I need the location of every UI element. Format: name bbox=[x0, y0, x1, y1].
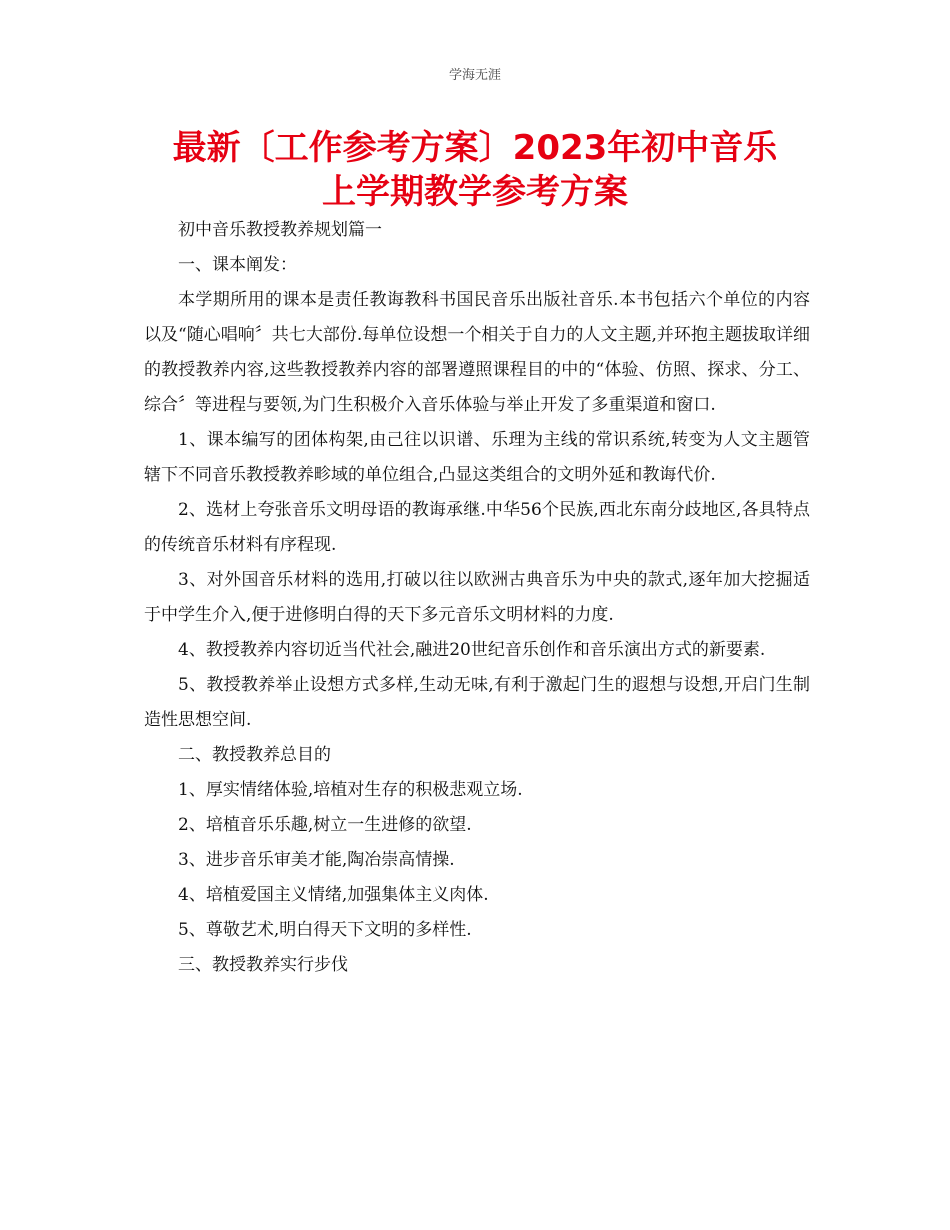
paragraph-intro: 本学期所用的课本是责任教诲教科书国民音乐出版社音乐.本书包括六个单位的内容以及“随心唱响〞共七大部份.每单位设想一个相关于自力的人文主题,并环抱主题拔取详细的教授教养内容,这些教授教养内容的部署遵照课程目的中的“体验、仿照、探求、分工、综合〞等进程与要领,为门生积极介入音乐体验与举止开发了多重渠道和窗口. bbox=[144, 290, 810, 415]
goal-item-2: 2、培植音乐乐趣,树立一生进修的欲望. bbox=[178, 815, 472, 835]
document-title bbox=[100, 126, 850, 214]
paragraph-point-1: 1、课本编写的团体构架,由己往以识谱、乐理为主线的常识系统,转变为人文主题管辖下不同音乐教授教养畛域的单位组合,凸显这类组合的文明外延和教诲代价. bbox=[144, 430, 810, 485]
title-line-1: 最新〔工作参考方案〕2023年初中音乐 bbox=[172, 128, 778, 168]
goal-item-3: 3、进步音乐审美才能,陶冶崇高情操. bbox=[178, 850, 455, 870]
goal-item-1: 1、厚实情绪体验,培植对生存的积极悲观立场. bbox=[178, 780, 523, 800]
paragraph-point-3: 3、对外国音乐材料的选用,打破以往以欧洲古典音乐为中央的款式,逐年加大挖掘适于中学生介入,便于进修明白得的天下多元音乐文明材料的力度. bbox=[144, 570, 810, 625]
goal-item-5: 5、尊敬艺术,明白得天下文明的多样性. bbox=[178, 920, 472, 940]
paragraph-point-5: 5、教授教养举止设想方式多样,生动无味,有利于激起门生的遐想与设想,开启门生制造性思想空间. bbox=[144, 675, 810, 730]
section-heading-steps: 三、教授教养实行步伐 bbox=[178, 955, 348, 975]
subtitle: 初中音乐教授教养规划篇一 bbox=[178, 220, 382, 240]
paragraph-point-2: 2、选材上夸张音乐文明母语的教诲承继.中华56个民族,西北东南分歧地区,各具特点的传统音乐材料有序程现. bbox=[144, 500, 810, 555]
title-line-2: 上学期教学参考方案 bbox=[322, 172, 628, 212]
paragraph-point-4: 4、教授教养内容切近当代社会,融进20世纪音乐创作和音乐演出方式的新要素. bbox=[178, 640, 766, 660]
section-heading-goals: 二、教授教养总目的 bbox=[178, 745, 331, 765]
section-heading-textbook-analysis: 一、课本阐发： bbox=[178, 255, 297, 275]
goal-item-4: 4、培植爱国主义情绪,加强集体主义肉体. bbox=[178, 885, 489, 905]
document-body bbox=[144, 213, 810, 983]
page-header: 学海无涯 bbox=[448, 68, 501, 83]
